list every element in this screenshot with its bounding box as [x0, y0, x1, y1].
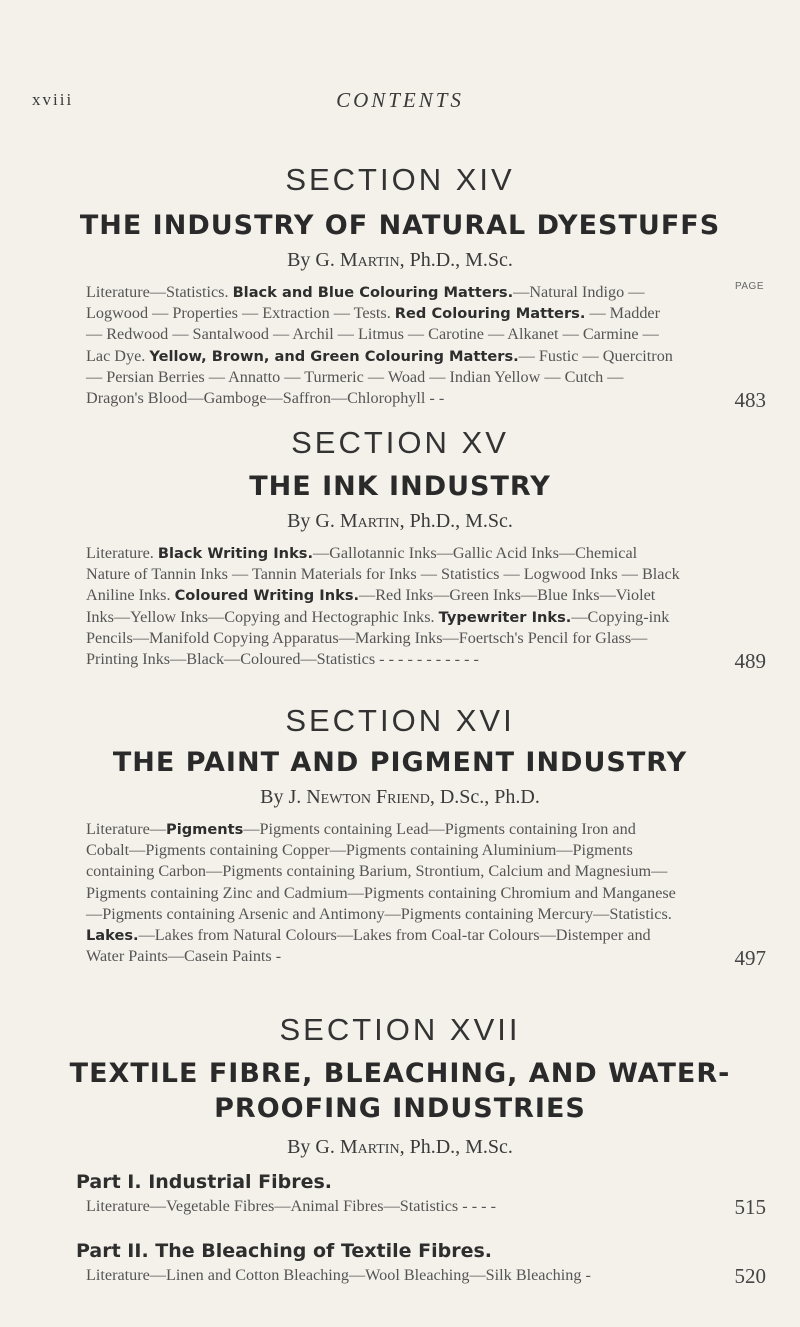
- page-reference: 497: [734, 946, 766, 971]
- page-reference: 515: [734, 1195, 766, 1219]
- entry-text: Literature—Vegetable Fibres—Animal Fibres—Statistics - - - -: [86, 1197, 496, 1215]
- part-heading: Part I. Industrial Fibres.: [76, 1171, 333, 1193]
- byline-prefix: By J.: [260, 786, 307, 808]
- entry-heading: Red Colouring Matters.: [394, 305, 586, 323]
- entry-text: — Fustic — Quercitron — Persian Berries — Annatto — Turmeric — Woad — Indian Yellow — Cutch — Dragon's Blood—Gamboge—Saffron—Chlorophyll - -: [86, 346, 673, 408]
- byline-prefix: By G.: [287, 249, 340, 271]
- author-degrees: , Ph.D., M.Sc.: [399, 249, 513, 271]
- section-title-line-1: TEXTILE FIBRE, BLEACHING, AND WATER-: [69, 1058, 731, 1089]
- entry-text: — Madder — Redwood — Santalwood — Archil — Litmus — Carotine — Alkanet — Carmine — Lac Dye.: [86, 304, 661, 365]
- entry-text: Literature—: [86, 820, 166, 838]
- byline: [0, 786, 800, 809]
- byline: [0, 1136, 800, 1159]
- entry-text: —Red Inks—Green Inks—Blue Inks—Violet Inks—Yellow Inks—Copying and Hectographic Inks.: [86, 586, 656, 626]
- section-number: SECTION XIV: [285, 162, 515, 197]
- entry-text: Literature.: [86, 544, 158, 562]
- author-degrees: , D.Sc., Ph.D.: [429, 786, 540, 808]
- entry-heading: Pigments: [166, 821, 244, 838]
- entry-heading: Lakes.: [86, 927, 139, 945]
- part-heading: Part II. The Bleaching of Textile Fibres.: [76, 1240, 493, 1262]
- page-number: xviii: [32, 90, 74, 109]
- byline: [0, 249, 800, 272]
- entry-text: —Lakes from Natural Colours—Lakes from Coal-tar Colours—Distemper and Water Paints—Casein Paints -: [86, 926, 651, 966]
- entry-text: Literature—Linen and Cotton Bleaching—Wool Bleaching—Silk Bleaching -: [86, 1266, 591, 1284]
- author-name: Martin: [339, 1136, 400, 1158]
- byline-prefix: By G.: [287, 510, 340, 532]
- contents-entry: [86, 819, 766, 971]
- page-header: [32, 90, 768, 120]
- section-number: SECTION XVII: [279, 1012, 521, 1047]
- entry-heading: Typewriter Inks.: [438, 608, 572, 626]
- section-xvii: [0, 1012, 800, 1288]
- page-reference: 483: [734, 388, 766, 413]
- page-column-label: PAGE: [734, 281, 764, 292]
- section-number: SECTION XVI: [285, 703, 515, 738]
- section-number: SECTION XV: [291, 425, 509, 460]
- section-title: THE PAINT AND PIGMENT INDUSTRY: [112, 747, 688, 778]
- entry-heading: Coloured Writing Inks.: [174, 587, 360, 605]
- entry-heading: Black and Blue Colouring Matters.: [232, 284, 514, 301]
- entry-text: Literature—Statistics.: [86, 283, 233, 301]
- author-name: Martin: [339, 249, 400, 271]
- page-reference: 489: [734, 649, 766, 674]
- section-xiv: [0, 162, 800, 413]
- section-title: THE INK INDUSTRY: [249, 471, 551, 502]
- page-reference: 520: [734, 1264, 766, 1288]
- section-title-line-2: PROOFING INDUSTRIES: [214, 1093, 586, 1124]
- entry-text: —Copying-ink Pencils—Manifold Copying Apparatus—Marking Inks—Foertsch's Pencil for Glass—Printing Inks—Black—Coloured—Statistics - - - - - - - - - - -: [86, 607, 670, 669]
- entry-heading: Yellow, Brown, and Green Colouring Matters.: [149, 347, 519, 365]
- section-xvi: [0, 703, 800, 971]
- entry-heading: Black Writing Inks.: [157, 545, 314, 562]
- author-degrees: , Ph.D., M.Sc.: [399, 1136, 513, 1158]
- contents-entry: [86, 281, 766, 413]
- contents-entry: [86, 543, 766, 674]
- author-degrees: , Ph.D., M.Sc.: [399, 510, 513, 532]
- author-name: Martin: [339, 510, 400, 532]
- author-name: Newton Friend: [306, 786, 430, 808]
- entry-text: —Gallotannic Inks—Gallic Acid Inks—Chemical Nature of Tannin Inks — Tannin Materials for Inks — Statistics — Logwood Inks — Black Aniline Inks.: [86, 544, 680, 605]
- running-title: CONTENTS: [336, 88, 464, 112]
- contents-entry: [86, 1195, 766, 1219]
- byline-prefix: By G.: [287, 1136, 340, 1158]
- byline: [0, 510, 800, 533]
- entry-text: —Natural Indigo — Logwood — Properties — Extraction — Tests.: [86, 283, 645, 323]
- contents-entry: [86, 1264, 766, 1288]
- section-title: THE INDUSTRY OF NATURAL DYESTUFFS: [79, 210, 721, 241]
- entry-text: —Pigments containing Lead—Pigments containing Iron and Cobalt—Pigments containing Copper—Pigments containing Aluminium—Pigments containing Carbon—Pigments containing Barium, Strontium, Calcium and Magnesium—Pigments containing Zinc and Cadmium—Pigments containing Chromium and Manganese—Pigments containing Arsenic and Antimony—Pigments containing Mercury—Statistics.: [86, 820, 676, 923]
- section-xv: [0, 425, 800, 674]
